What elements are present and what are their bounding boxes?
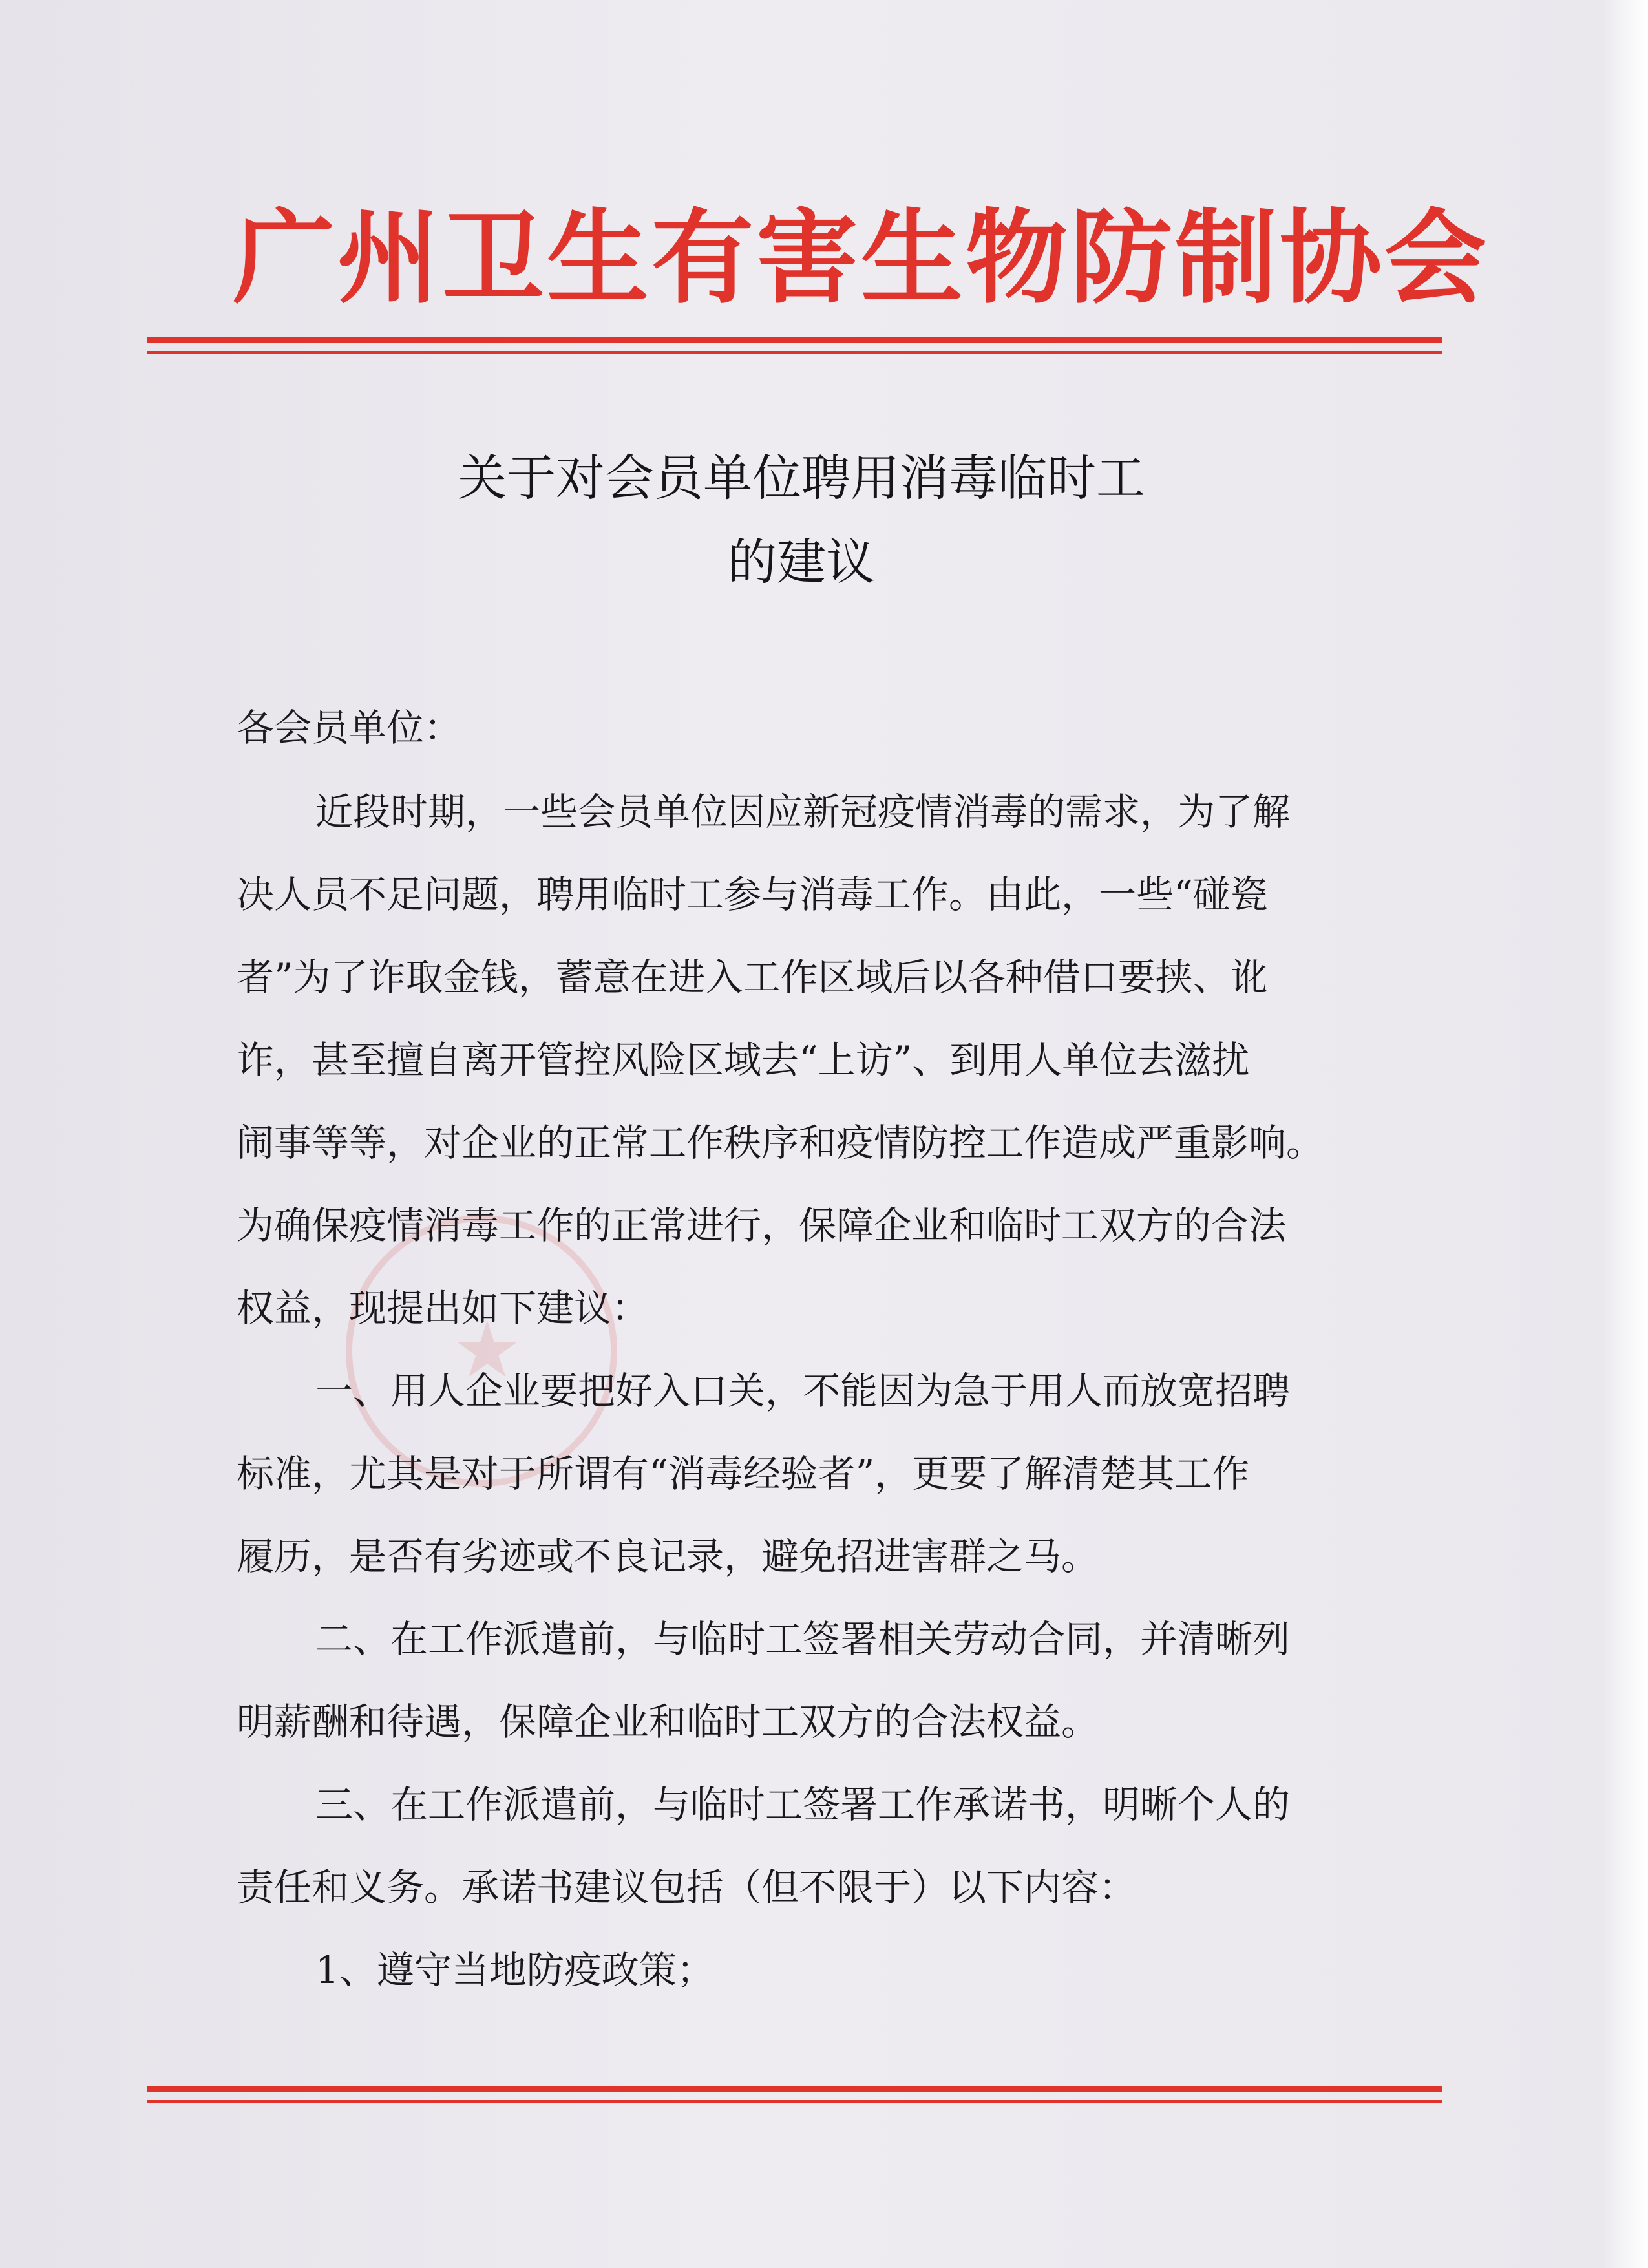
body-line: 闹事等等，对企业的正常工作秩序和疫情防控工作造成严重影响。: [237, 1121, 1324, 1165]
body-line: 责任和义务。承诺书建议包括（但不限于）以下内容：: [237, 1865, 1137, 1909]
document-title-line-2: 的建议: [728, 533, 875, 591]
body-line: 二、在工作派遣前，与临时工签署相关劳动合同，并清晰列: [315, 1617, 1291, 1661]
body-line: 三、在工作派遣前，与临时工签署工作承诺书，明晰个人的: [315, 1783, 1291, 1827]
body-line: 履历，是否有劣迹或不良记录，避免招进害群之马。: [237, 1534, 1099, 1578]
body-line: 决人员不足问题，聘用临时工参与消毒工作。由此，一些“碰瓷: [237, 873, 1268, 917]
body-line: 者”为了诈取金钱，蓄意在进入工作区域后以各种借口要挟、讹: [237, 955, 1268, 999]
body-line: 标准，尤其是对于所谓有“消毒经验者”，更要了解清楚其工作: [237, 1452, 1250, 1496]
body-line: 近段时期，一些会员单位因应新冠疫情消毒的需求，为了解: [315, 790, 1291, 834]
body-line: 权益，现提出如下建议：: [237, 1286, 650, 1330]
salutation: 各会员单位：: [237, 706, 462, 750]
document-title-line-1: 关于对会员单位聘用消毒临时工: [458, 449, 1145, 507]
footer-rule-thick: [147, 2086, 1442, 2092]
header-rule-thin: [147, 351, 1442, 354]
organization-letterhead: 广州卫生有害生物防制协会: [233, 198, 1489, 318]
body-line: 诈，甚至擅自离开管控风险区域去“上访”、到用人单位去滋扰: [237, 1038, 1250, 1082]
body-line: 1、遵守当地防疫政策；: [315, 1948, 714, 1992]
header-rule-thick: [147, 337, 1442, 343]
footer-rule-thin: [147, 2100, 1442, 2103]
body-line: 为确保疫情消毒工作的正常进行，保障企业和临时工双方的合法: [237, 1203, 1287, 1247]
seal-star-icon: ★: [452, 1306, 522, 1395]
body-line: 明薪酬和待遇，保障企业和临时工双方的合法权益。: [237, 1700, 1099, 1744]
body-line: 一、用人企业要把好入口关，不能因为急于用人而放宽招聘: [315, 1369, 1291, 1413]
paper-edge: [1603, 0, 1648, 2268]
